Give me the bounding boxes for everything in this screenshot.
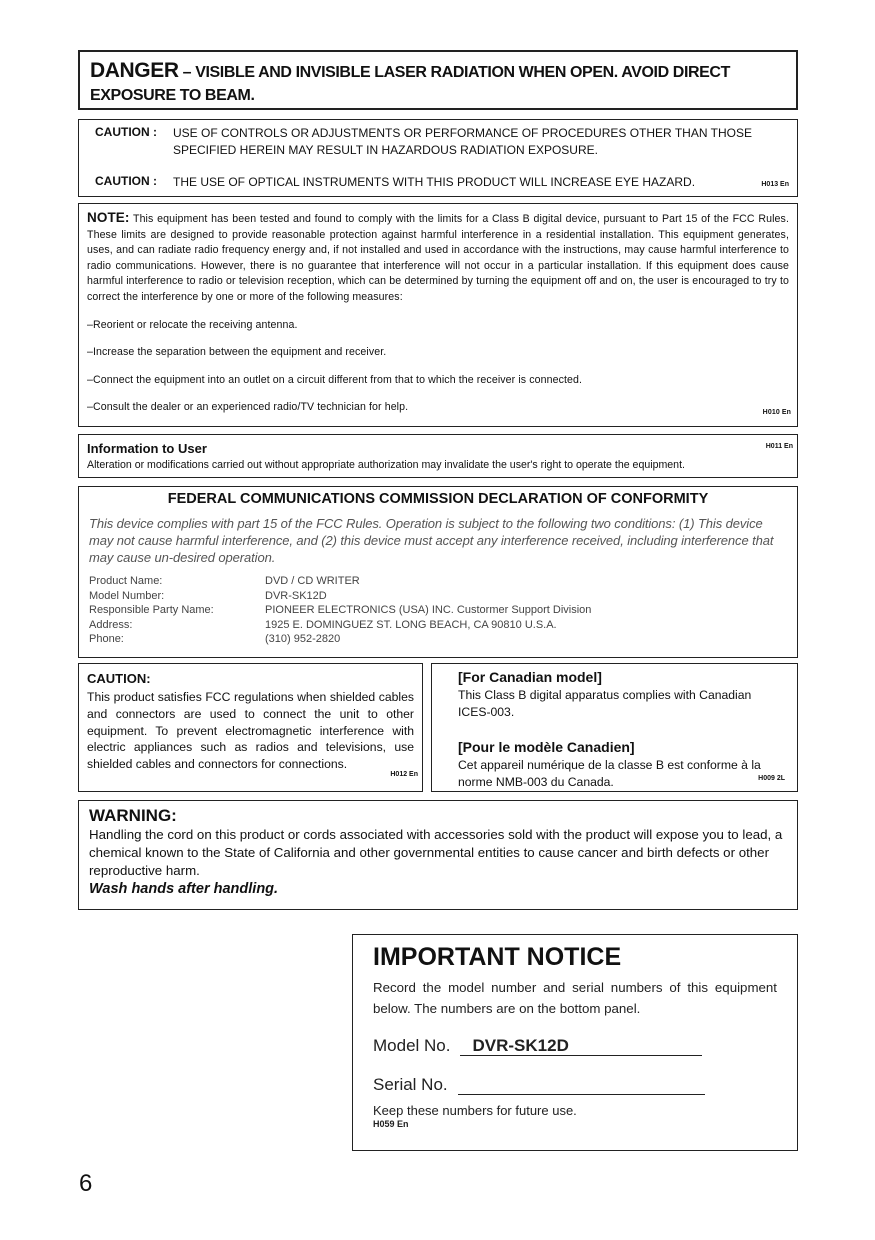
row-key: Address: — [89, 618, 133, 631]
fcc-info-table — [89, 574, 591, 647]
info-text: Alteration or modifications carried out without appropriate authorization may invalidate the user's right to operate the equipment. — [87, 459, 685, 471]
info-to-user-box — [78, 434, 798, 478]
measure-item: –Consult the dealer or an experienced radio/TV technician for help. — [87, 401, 409, 414]
page-number: 6 — [79, 1170, 93, 1197]
shielded-cable-caution-box — [78, 663, 423, 792]
measure-item: –Reorient or relocate the receiving antenna. — [87, 318, 298, 331]
code-label: H011 En — [765, 443, 793, 450]
caution-title: CAUTION: — [87, 671, 151, 686]
caution-text: This product satisfies FCC regulations when shielded cables and connectors are used to connect the unit to other equipment. To prevent electromagnetic interference with electric appliances such as radios and televisions, use shielded cables and connectors for connections. — [87, 690, 414, 772]
code-label: H009 2L — [758, 775, 785, 782]
table-row — [89, 618, 591, 633]
code-label: H013 En — [761, 181, 789, 188]
caution-label: CAUTION : — [95, 125, 157, 139]
row-key: Phone: — [89, 633, 124, 645]
row-key: Product Name: — [89, 575, 163, 587]
caution-text: THE USE OF OPTICAL INSTRUMENTS WITH THIS PRODUCT WILL INCREASE EYE HAZARD. — [173, 175, 696, 189]
serial-value — [458, 1074, 705, 1095]
fcc-title: FEDERAL COMMUNICATIONS COMMISSION DECLARATION OF CONFORMITY — [167, 491, 709, 507]
warning-text: Handling the cord on this product or cords associated with accessories sold with the product will expose you to lead, a chemical known to the State of California and other governmental entities to cause cancer and birth defects or other reproductive harm. — [89, 827, 783, 878]
row-key: Model Number: — [89, 589, 165, 602]
important-notice-box — [352, 934, 798, 1151]
model-label: Model No. — [373, 1036, 451, 1055]
row-key: Responsible Party Name: — [89, 604, 214, 616]
row-value: DVR-SK12D — [265, 589, 327, 602]
danger-box — [78, 50, 798, 110]
measure-item: –Connect the equipment into an outlet on a circuit different from that to which the receiver is connected. — [87, 373, 583, 386]
row-value: (310) 952-2820 — [265, 633, 341, 645]
table-row — [89, 574, 591, 589]
model-value: DVR-SK12D — [460, 1035, 702, 1056]
measure-item: –Increase the separation between the equipment and receiver. — [87, 346, 387, 359]
code-label: H010 En — [762, 409, 791, 417]
canadian-model-box — [431, 663, 798, 792]
caution-text: USE OF CONTROLS OR ADJUSTMENTS OR PERFORMANCE OF PROCEDURES OTHER THAN THOSE SPECIFIED HEREIN MAY RESULT IN HAZARDOUS RADIATION EXPOSURE. — [173, 126, 752, 157]
canada-title-fr: [Pour le modèle Canadien] — [458, 739, 635, 755]
warning-title: WARNING: — [89, 806, 177, 825]
serial-number-field — [373, 1074, 777, 1095]
fcc-note-box — [78, 203, 798, 427]
model-number-field — [373, 1035, 777, 1056]
row-value: PIONEER ELECTRONICS (USA) INC. Custormer Support Division — [265, 604, 592, 616]
table-row — [89, 603, 591, 618]
prop65-warning-box — [78, 800, 798, 910]
canada-text-en: This Class B digital apparatus complies with Canadian ICES-003. — [458, 688, 752, 719]
code-label: H012 En — [390, 771, 418, 779]
info-title: Information to User — [87, 441, 207, 456]
notice-title: IMPORTANT NOTICE — [373, 943, 622, 971]
fcc-declaration-box — [78, 486, 798, 658]
row-value: DVD / CD WRITER — [265, 575, 360, 587]
canada-text-fr: Cet appareil numérique de la classe B est conforme à la norme NMB-003 du Canada. — [458, 758, 761, 789]
serial-label: Serial No. — [373, 1075, 448, 1094]
code-label: H059 En — [373, 1119, 409, 1129]
caution-label: CAUTION : — [95, 174, 157, 188]
note-text: This equipment has been tested and found to comply with the limits for a Class B digital device, pursuant to Part 15 of the FCC Rules. These limits are designed to provide reasonable protection against harmful interference in a residential installation. This equipment generates, uses, and can radiate radio frequency energy and, if not installed and used in accordance with the instructions, may cause harmful interference to radio communications. However, there is no guarantee that interference will not occur in a particular installation. If this equipment does cause harmful interference to radio or television reception, which can be determined by turning the equipment off and on, the user is encouraged to try to correct the interference by one or more of the following measures: — [87, 213, 789, 303]
danger-text: – VISIBLE AND INVISIBLE LASER RADIATION WHEN OPEN. AVOID DIRECT EXPOSURE TO BEAM. — [90, 64, 730, 104]
note-label: NOTE: — [87, 210, 130, 225]
notice-footer: Keep these numbers for future use. — [373, 1103, 577, 1118]
canada-title-en: [For Canadian model] — [458, 669, 602, 685]
notice-text: Record the model number and serial numbers of this equipment below. The numbers are on the bottom panel. — [373, 980, 777, 1016]
danger-label: DANGER — [90, 59, 179, 82]
table-row — [89, 632, 591, 647]
caution-row — [95, 174, 793, 191]
caution-row — [95, 125, 793, 159]
fcc-statement: This device complies with part 15 of the FCC Rules. Operation is subject to the following two conditions: (1) This device may not cause harmful interference, and (2) this device must accept any interference received, including interference that may cause un-desired operation. — [89, 516, 774, 565]
laser-caution-box — [78, 119, 798, 197]
table-row — [89, 589, 591, 604]
warning-emphasis: Wash hands after handling. — [89, 881, 279, 897]
row-value: 1925 E. DOMINGUEZ ST. LONG BEACH, CA 90810 U.S.A. — [265, 618, 557, 631]
